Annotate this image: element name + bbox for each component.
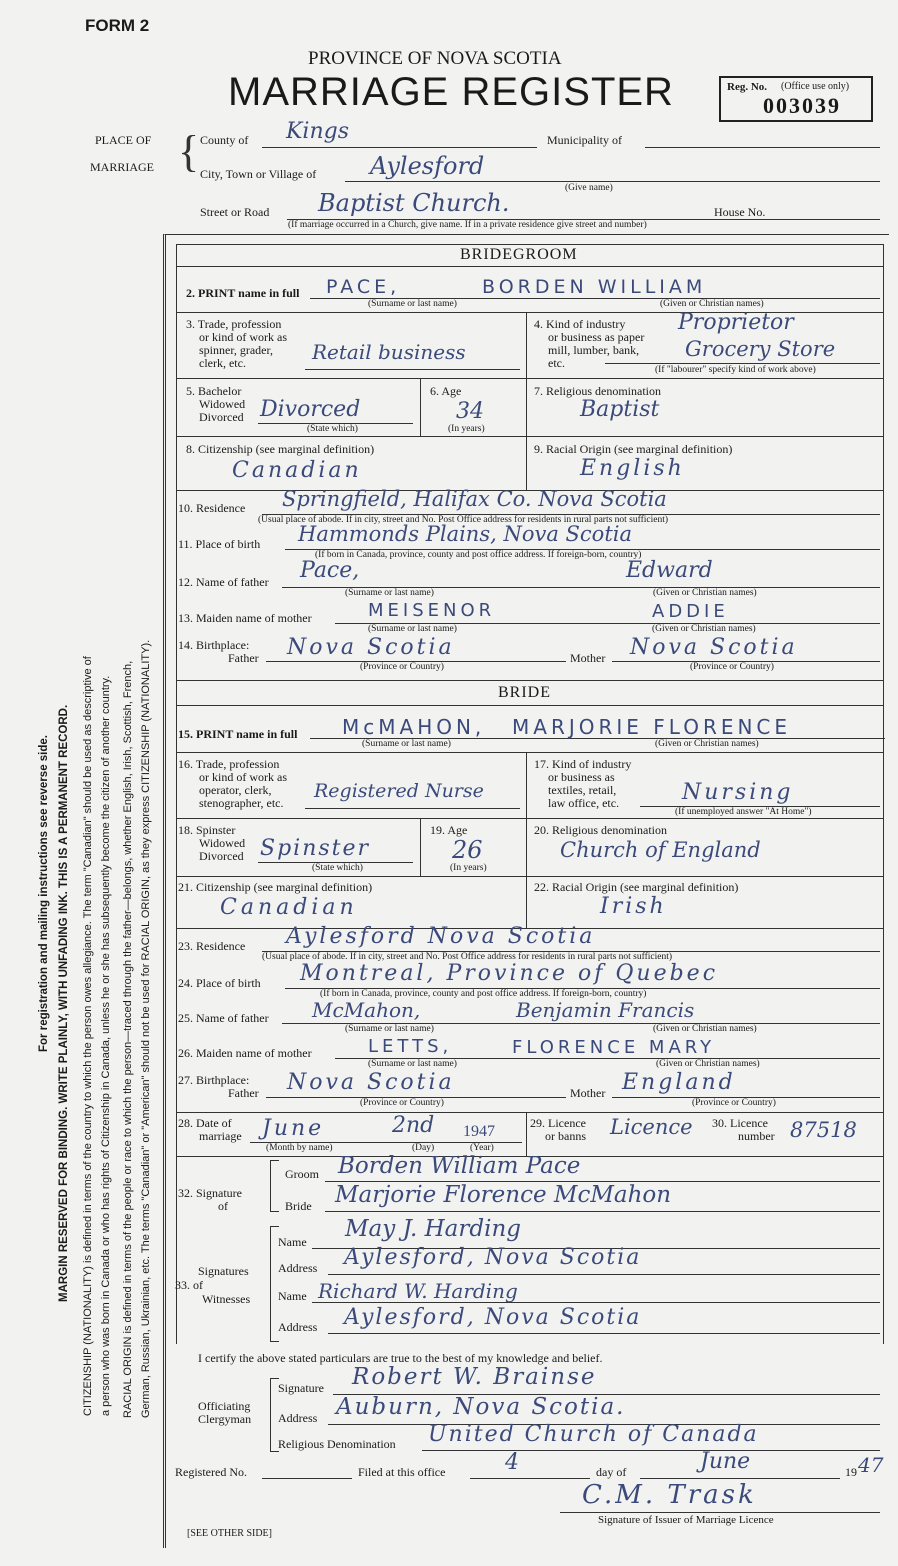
f4-label-2: or business as paper xyxy=(548,330,645,344)
issuer-signature: C.M. Trask xyxy=(582,1480,757,1510)
f21-label: 21. Citizenship (see marginal definition) xyxy=(178,880,373,894)
clergy-religion: United Church of Canada xyxy=(428,1422,759,1447)
reg-label: Reg. No. xyxy=(727,81,768,93)
f4-label-1: 4. Kind of industry xyxy=(534,317,626,331)
groom-birthplace-hint: (If born in Canada, province, county and post office address. If foreign-born, country) xyxy=(315,550,642,560)
filed-year: 47 xyxy=(858,1453,884,1477)
groom-mother-given: ADDIE xyxy=(652,601,729,622)
row28-top xyxy=(176,1112,883,1113)
f17-label-2: or business as xyxy=(548,770,615,784)
bridegroom-top-line xyxy=(176,244,883,245)
f33-label-3: Witnesses xyxy=(202,1292,251,1306)
bride-age: 26 xyxy=(452,836,483,864)
bride-residence: Aylesford Nova Scotia xyxy=(286,924,596,949)
f14-father-word: Father xyxy=(228,651,259,665)
county-label: County of xyxy=(200,133,249,147)
bride-mother-given-hint: (Given or Christian names) xyxy=(656,1059,760,1069)
row18-div2 xyxy=(526,818,527,876)
groom-father-surname-hint: (Surname or last name) xyxy=(345,588,434,598)
row21-div xyxy=(526,876,527,928)
row3-div xyxy=(526,312,527,378)
f4-label-4: etc. xyxy=(548,356,565,370)
frame-right xyxy=(883,244,884,1344)
bride-father-birthplace: Nova Scotia xyxy=(287,1070,455,1095)
margin-line-5: RACIAL ORIGIN is defined in terms of the people or race to which the person—traced through the father—belongs, whether English, Irish, Scottish, French, xyxy=(122,660,134,1418)
county-line xyxy=(262,147,537,148)
groom-racial: English xyxy=(580,456,685,481)
bride-father-given: Benjamin Francis xyxy=(516,998,695,1022)
house-label: House No. xyxy=(714,205,766,219)
margin-line-1: For registration and mailing instructions see reverse side. xyxy=(38,735,50,1052)
bride-father-given-hint: (Given or Christian names) xyxy=(653,1024,757,1034)
filed-line xyxy=(470,1478,590,1479)
bride-racial: Irish xyxy=(600,894,667,919)
w1-name-label: Name xyxy=(278,1235,307,1249)
f33-label-1: Signatures xyxy=(198,1264,249,1278)
sig32-bracket xyxy=(270,1160,279,1212)
f16-label-1: 16. Trade, profession xyxy=(178,757,280,771)
witness2-name: Richard W. Harding xyxy=(318,1279,518,1303)
place-brace: { xyxy=(178,127,200,176)
groom-father-given-hint: (Given or Christian names) xyxy=(653,588,757,598)
w2-address-line xyxy=(328,1333,880,1334)
groom-given: BORDEN WILLIAM xyxy=(482,276,707,298)
licence-or-banns: Licence xyxy=(610,1115,693,1139)
row5-div2 xyxy=(526,378,527,436)
groom-religion: Baptist xyxy=(580,397,660,422)
groom-birthplace: Hammonds Plains, Nova Scotia xyxy=(298,522,633,546)
bride-given: MARJORIE FLORENCE xyxy=(512,715,792,739)
city-line xyxy=(345,181,880,182)
f26-label: 26. Maiden name of mother xyxy=(178,1046,312,1060)
f19-label: 19. Age xyxy=(430,823,468,837)
groom-mother-bp-hint: (Province or Country) xyxy=(690,662,774,672)
bride-mother-surname-hint: (Surname or last name) xyxy=(368,1059,457,1069)
f28-label-2: marriage xyxy=(199,1129,242,1143)
f5-label-2: Widowed xyxy=(199,397,246,411)
row21-top xyxy=(176,876,883,877)
city-label: City, Town or Village of xyxy=(200,167,317,181)
filed-day: 4 xyxy=(505,1450,519,1475)
f24-label: 24. Place of birth xyxy=(178,976,261,990)
witness2-address: Aylesford, Nova Scotia xyxy=(344,1305,642,1330)
bride-industry: Nursing xyxy=(682,780,794,805)
row8-top xyxy=(176,436,883,437)
row5-div1 xyxy=(420,378,421,436)
f27-father-word: Father xyxy=(228,1086,259,1100)
groom-citizenship: Canadian xyxy=(232,458,362,483)
f28-label-1: 28. Date of xyxy=(178,1116,232,1130)
f23-label: 23. Residence xyxy=(178,939,246,953)
clergy-signature: Robert W. Brainse xyxy=(352,1364,597,1390)
w2-address-label: Address xyxy=(278,1320,318,1334)
f3-label-2: or kind of work as xyxy=(199,330,287,344)
bride-father-surname: McMahon, xyxy=(312,998,421,1022)
street-label: Street or Road xyxy=(200,205,270,219)
bride-trade: Registered Nurse xyxy=(314,780,484,802)
f29-label-1: 29. Licence xyxy=(530,1116,586,1130)
f12-label: 12. Name of father xyxy=(178,575,269,589)
groom-industry-1: Proprietor xyxy=(678,310,794,335)
f25-label: 25. Name of father xyxy=(178,1011,269,1025)
year-prefix: 19 xyxy=(845,1465,857,1479)
f10-label: 10. Residence xyxy=(178,501,246,515)
marriage-day: 2nd xyxy=(392,1113,435,1138)
bride-surname-hint: (Surname or last name) xyxy=(362,739,451,749)
bride-father-bp-hint: (Province or Country) xyxy=(360,1098,444,1108)
bride-birthplace-hint: (If born in Canada, province, county and post office address. If foreign-born, country) xyxy=(320,989,647,999)
bride-religion: Church of England xyxy=(560,838,761,862)
margin-line-4: a person who was born in Canada or who has rights of Citizenship in Canada, unless he or she has subsequently become the citizen of another country. xyxy=(100,675,112,1416)
f14-label: 14. Birthplace: xyxy=(178,638,250,652)
row28-div xyxy=(526,1112,527,1156)
groom-father-surname: Pace, xyxy=(300,558,360,583)
see-other-side: [SEE OTHER SIDE] xyxy=(187,1528,272,1539)
bride-citizenship: Canadian xyxy=(220,895,358,920)
licence-number: 87518 xyxy=(790,1118,857,1142)
clergy-address: Auburn, Nova Scotia. xyxy=(336,1394,626,1420)
f16-label-4: stenographer, etc. xyxy=(199,796,284,810)
bride-birthplace: Montreal, Province of Quebec xyxy=(300,961,719,986)
row8-div xyxy=(526,436,527,490)
witness1-address: Aylesford, Nova Scotia xyxy=(344,1245,642,1270)
groom-trade: Retail business xyxy=(312,340,466,364)
street-note: (If marriage occurred in a Church, give name. If in a private residence give street and number) xyxy=(288,220,647,230)
groom-given-hint: (Given or Christian names) xyxy=(660,299,764,309)
groom-residence-hint: (Usual place of abode. If in city, street and No. Post Office address for residents in rural parts not sufficient) xyxy=(258,515,669,525)
clergy-sig-label: Signature xyxy=(278,1381,324,1395)
f27-label: 27. Birthplace: xyxy=(178,1073,250,1087)
f3-label-3: spinner, grader, xyxy=(199,343,274,357)
bride-mother-bp-hint: (Province or Country) xyxy=(692,1098,776,1108)
f8-label: 8. Citizenship (see marginal definition) xyxy=(186,442,375,456)
f6-label: 6. Age xyxy=(430,384,462,398)
marriage-year-hint: (Year) xyxy=(470,1143,494,1153)
groom-mother-surname-hint: (Surname or last name) xyxy=(368,624,457,634)
f17-label-4: law office, etc. xyxy=(548,796,620,810)
f3-line xyxy=(305,369,520,370)
groom-industry-2: Grocery Store xyxy=(685,337,836,361)
month-line xyxy=(640,1478,840,1479)
form-number: FORM 2 xyxy=(85,16,150,35)
municipality-line xyxy=(645,147,880,148)
f18-label-1: 18. Spinster xyxy=(178,823,236,837)
bride-given-hint: (Given or Christian names) xyxy=(655,739,759,749)
f7-label: 7. Religious denomination xyxy=(534,384,661,398)
f30-label-2: number xyxy=(738,1129,775,1143)
registered-no-line xyxy=(262,1478,352,1479)
marriage-year: 1947 xyxy=(463,1123,495,1140)
f33-label-2: 33. of xyxy=(175,1278,203,1292)
f4-label-3: mill, lumber, bank, xyxy=(548,343,640,357)
registered-no-label: Registered No. xyxy=(175,1465,247,1479)
groom-age: 34 xyxy=(456,399,484,424)
f18-label-2: Widowed xyxy=(199,836,246,850)
bridegroom-heading: BRIDEGROOM xyxy=(460,246,578,263)
clergy-religion-label: Religious Denomination xyxy=(278,1437,396,1451)
give-name-hint: (Give name) xyxy=(565,183,613,193)
row5-top xyxy=(176,378,883,379)
certify-statement: I certify the above stated particulars are true to the best of my knowledge and belief. xyxy=(198,1351,603,1365)
f17-label-1: 17. Kind of industry xyxy=(534,757,632,771)
filed-month: June xyxy=(700,1449,751,1474)
bride-age-hint: (In years) xyxy=(450,863,487,873)
bride-industry-hint: (If unemployed answer "At Home") xyxy=(675,807,812,817)
f20-label: 20. Religious denomination xyxy=(534,823,667,837)
f16-label-3: operator, clerk, xyxy=(199,783,272,797)
place-title-1: PLACE OF xyxy=(95,133,152,147)
bride-heading-line xyxy=(176,705,883,706)
groom-mother-given-hint: (Given or Christian names) xyxy=(652,624,756,634)
row18-div1 xyxy=(420,818,421,876)
bride-mother-surname: LETTS, xyxy=(368,1036,453,1057)
groom-industry-hint: (If "labourer" specify kind of work above) xyxy=(655,365,816,375)
bride-residence-hint: (Usual place of abode. If in city, street and No. Post Office address for residents in rural parts not sufficient) xyxy=(262,952,673,962)
groom-status-hint: (State which) xyxy=(307,424,358,434)
bride-mother-given: FLORENCE MARY xyxy=(512,1037,716,1058)
groom-status: Divorced xyxy=(260,397,361,422)
filed-label: Filed at this office xyxy=(358,1465,446,1479)
f29-label-2: or banns xyxy=(545,1129,586,1143)
issuer-line xyxy=(560,1512,880,1513)
groom-mother-birthplace: Nova Scotia xyxy=(630,635,798,660)
w2-name-label: Name xyxy=(278,1289,307,1303)
bride-sig-line xyxy=(325,1211,880,1212)
f15-label: 15. PRINT name in full xyxy=(178,727,298,741)
groom-residence: Springfield, Halifax Co. Nova Scotia xyxy=(282,487,667,511)
f9-label: 9. Racial Origin (see marginal definition) xyxy=(534,442,733,456)
bride-signature: Marjorie Florence McMahon xyxy=(335,1182,672,1208)
reg-number-box xyxy=(719,76,873,122)
bride-status-hint: (State which) xyxy=(312,863,363,873)
groom-father-birthplace: Nova Scotia xyxy=(287,635,455,660)
frame-inner-left xyxy=(176,244,177,1344)
bride-surname: McMAHON, xyxy=(342,715,486,739)
f14-mother-word: Mother xyxy=(570,651,606,665)
groom-father-given: Edward xyxy=(626,558,713,583)
bridegroom-heading-line xyxy=(176,266,883,267)
w1-address-line xyxy=(328,1274,880,1275)
f18-label-3: Divorced xyxy=(199,849,244,863)
bride-mother-birthplace: England xyxy=(622,1070,736,1095)
row16-div xyxy=(526,752,527,818)
bride-heading: BRIDE xyxy=(498,684,551,701)
f13-label: 13. Maiden name of mother xyxy=(178,611,312,625)
bride-status: Spinster xyxy=(260,836,371,861)
f2-label: 2. PRINT name in full xyxy=(186,286,300,300)
place-title-2: MARRIAGE xyxy=(90,160,155,174)
f22-label: 22. Racial Origin (see marginal definition) xyxy=(534,880,739,894)
w1-address-label: Address xyxy=(278,1261,318,1275)
groom-surname-hint: (Surname or last name) xyxy=(368,299,457,309)
province-title: PROVINCE OF NOVA SCOTIA xyxy=(308,48,562,69)
groom-surname: PACE, xyxy=(326,276,401,298)
groom-age-hint: (In years) xyxy=(448,424,485,434)
bride-top-line xyxy=(176,680,883,681)
f4-line xyxy=(605,363,880,364)
f5-label-3: Divorced xyxy=(199,410,244,424)
groom-mother-surname: MEISENOR xyxy=(368,600,496,621)
street-value: Baptist Church. xyxy=(318,189,510,217)
f17-label-3: textiles, retail, xyxy=(548,783,617,797)
f30-label-1: 30. Licence xyxy=(712,1116,768,1130)
day-of-label: day of xyxy=(596,1465,627,1479)
page-title: MARRIAGE REGISTER xyxy=(228,70,674,114)
groom-father-bp-hint: (Province or Country) xyxy=(360,662,444,672)
groom-sig-label: Groom xyxy=(285,1167,319,1181)
f27-mother-word: Mother xyxy=(570,1086,606,1100)
municipality-label: Municipality of xyxy=(547,133,622,147)
bride-father-surname-hint: (Surname or last name) xyxy=(345,1024,434,1034)
f3-label-4: clerk, etc. xyxy=(199,356,246,370)
clergy-religion-line xyxy=(422,1450,880,1451)
f32-label-2: of xyxy=(218,1199,228,1213)
f3-label-1: 3. Trade, profession xyxy=(186,317,282,331)
officiating-label-2: Clergyman xyxy=(198,1412,252,1426)
margin-line-6: German, Russian, Ukrainian, etc. The terms "Canadian" or "American" should not be used for RACIAL ORIGIN, as they express CITIZENSHIP (NATIONALITY). xyxy=(140,639,152,1418)
city-value: Aylesford xyxy=(370,152,485,180)
office-use-note: (Office use only) xyxy=(781,81,850,92)
margin-line-3: CITIZENSHIP (NATIONALITY) is defined in terms of the country to which the person owes allegiance. The term "Canadian" should be used as descriptive of xyxy=(82,656,94,1416)
f16-line xyxy=(305,808,520,809)
county-value: Kings xyxy=(286,119,350,144)
f32-label-1: 32. Signature xyxy=(178,1186,242,1200)
row18-top xyxy=(176,818,883,819)
issuer-label: Signature of Issuer of Marriage Licence xyxy=(598,1514,774,1526)
marriage-month: June xyxy=(262,1116,325,1141)
witness1-name: May J. Harding xyxy=(345,1216,522,1242)
bride-sig-label: Bride xyxy=(285,1199,312,1213)
margin-line-2: MARGIN RESERVED FOR BINDING. WRITE PLAINLY, WITH UNFADING INK. THIS IS A PERMANENT RECORD. xyxy=(58,704,70,1302)
marriage-month-hint: (Month by name) xyxy=(266,1143,333,1153)
f5-label-1: 5. Bachelor xyxy=(186,384,242,398)
reg-number: 003039 xyxy=(763,93,841,118)
officiating-label-1: Officiating xyxy=(198,1399,251,1413)
clergy-address-label: Address xyxy=(278,1411,318,1425)
row16-top xyxy=(176,752,883,753)
marriage-day-hint: (Day) xyxy=(412,1143,435,1153)
f16-label-2: or kind of work as xyxy=(199,770,287,784)
f11-label: 11. Place of birth xyxy=(178,537,261,551)
groom-signature: Borden William Pace xyxy=(338,1153,581,1179)
